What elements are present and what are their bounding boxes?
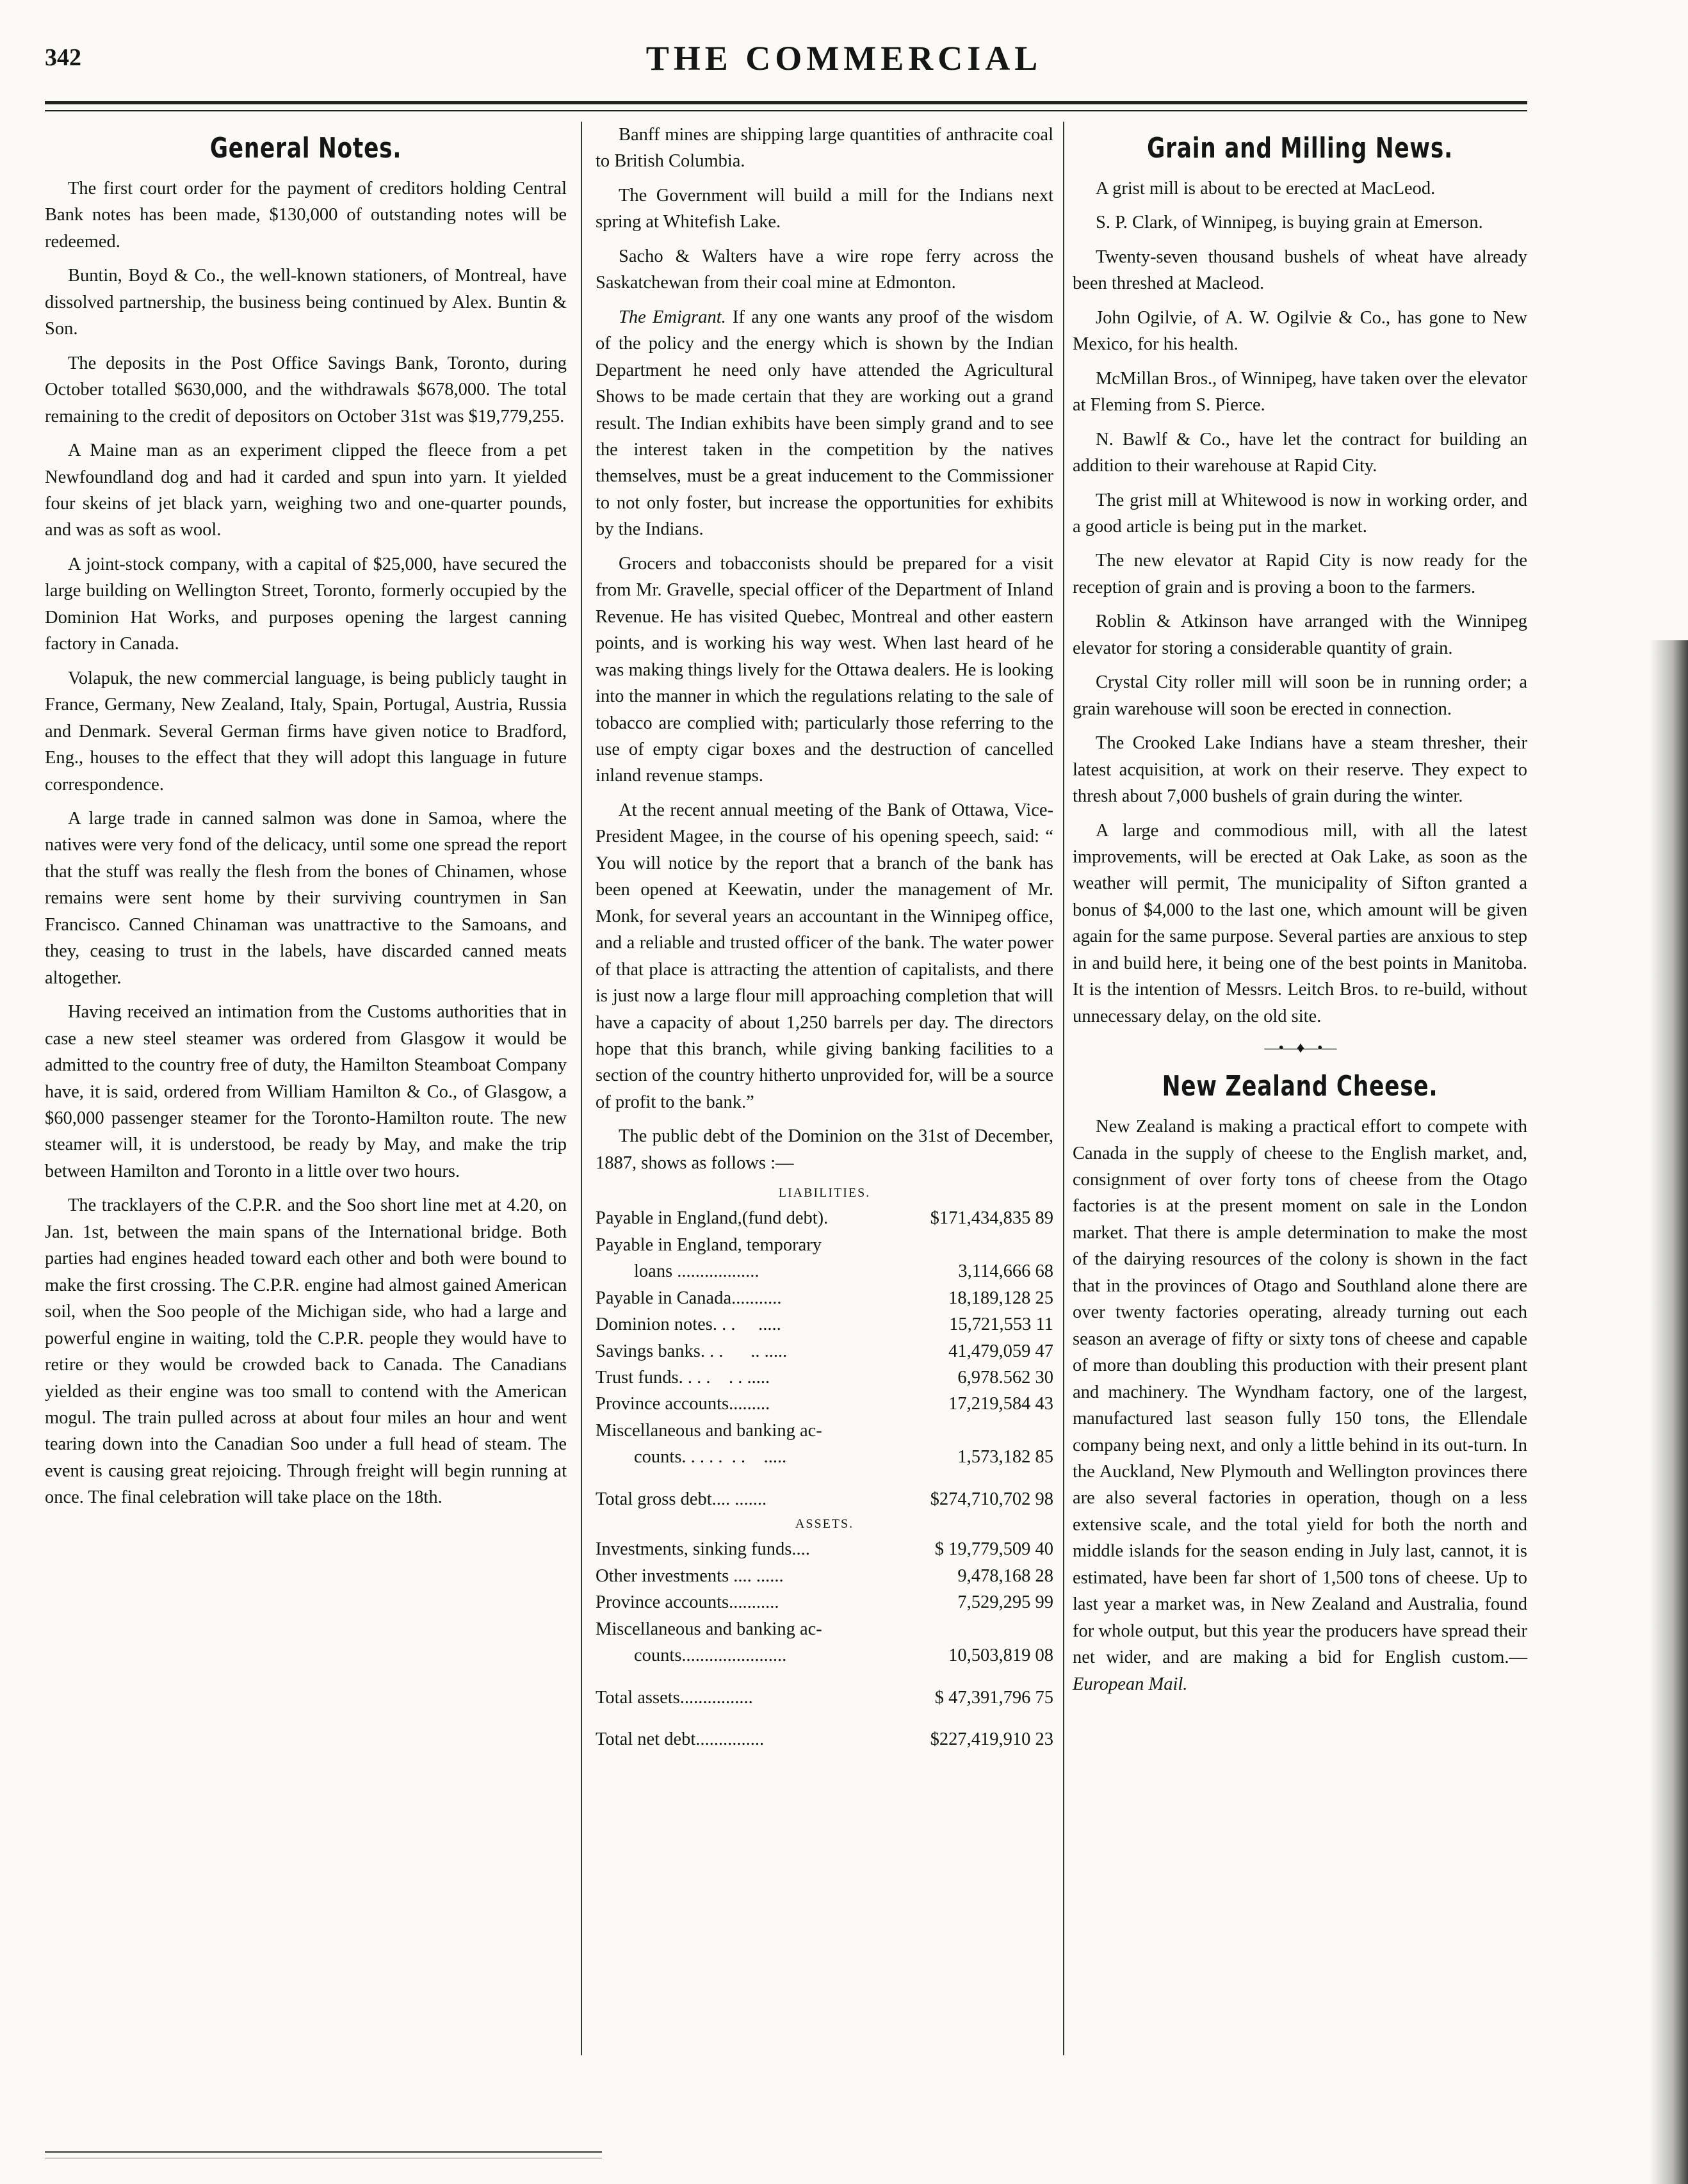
liabilities-rows bbox=[596, 1205, 1053, 1471]
debt-table-row bbox=[596, 1258, 1053, 1284]
news-item: Crystal City roller mill will soon be in running order; a grain warehouse will soon be erected in connection. bbox=[1073, 672, 1527, 719]
header-rule-thin bbox=[45, 110, 1527, 111]
news-item: S. P. Clark, of Winnipeg, is buying grain at Emerson. bbox=[1096, 213, 1483, 233]
section-separator: —•—♦—•— bbox=[1264, 1040, 1336, 1057]
row-label: Payable in England,(fund debt). bbox=[596, 1208, 829, 1229]
row-amount: 7,529,295 99 bbox=[957, 1592, 1053, 1613]
assets-rows bbox=[596, 1536, 1053, 1669]
news-item: A grist mill is about to be erected at MacLeod. bbox=[1096, 179, 1436, 199]
row-label: counts. . . . . . . ..... bbox=[634, 1447, 787, 1468]
debt-table-row bbox=[596, 1364, 1053, 1391]
row-amount: 9,478,168 28 bbox=[957, 1565, 1053, 1586]
row-amount: $ 47,391,796 75 bbox=[934, 1687, 1053, 1708]
row-amount: $ 19,779,509 40 bbox=[934, 1539, 1053, 1560]
section-heading-new-zealand-cheese: New Zealand Cheese. bbox=[1162, 1070, 1438, 1103]
article-paragraph: The deposits in the Post Office Savings Bank, Toronto, during October totalled $630,000, and the withdrawals $678,000. The total remaining to the credit of depositors on October 31st was $19,779,255. bbox=[45, 353, 567, 426]
article-paragraph: The Government will build a mill for the Indians next spring at Whitefish Lake. bbox=[596, 185, 1053, 232]
liabilities-heading: LIABILITIES. bbox=[778, 1186, 871, 1201]
row-amount: $274,710,702 98 bbox=[930, 1489, 1053, 1509]
row-label: Savings banks. . . .. ..... bbox=[596, 1341, 788, 1361]
news-item: McMillan Bros., of Winnipeg, have taken over the elevator at Fleming from S. Pierce. bbox=[1073, 368, 1527, 416]
row-label: Other investments .... ...... bbox=[596, 1565, 784, 1586]
debt-table-row bbox=[596, 1536, 1053, 1562]
debt-table-row bbox=[596, 1642, 1053, 1669]
article-paragraph: A large trade in canned salmon was done in Samoa, where the natives were very fond of the delicacy, until some one spread the report that the stuff was really the flesh from the bones of Chinamen, whose remains were sent home by their surviving countrymen in San Francisco. Canned Chinaman was unattractive to the Samoans, and they, ceasing to trust in the labels, have discarded canned meats altogether. bbox=[45, 808, 567, 988]
debt-table-row bbox=[596, 1563, 1053, 1589]
article-paragraph: Having received an intimation from the Customs authorities that in case a new steel steamer was ordered from Glasgow it would be admitted to the country free of duty, the Hamilton Steamboat Company have, it is said, ordered from William Hamilton & Co., of Glasgow, a $60,000 passenger steamer for the Toronto-Hamilton route. The new steamer will, it is understood, be ready by May, and make the trip between Hamilton and Toronto in a little over two hours. bbox=[45, 1002, 567, 1181]
row-label: Trust funds. . . . . . ..... bbox=[596, 1368, 770, 1388]
row-amount: 18,189,128 25 bbox=[948, 1288, 1053, 1308]
news-item: Twenty-seven thousand bushels of wheat have already been threshed at Macleod. bbox=[1073, 247, 1527, 294]
row-amount: $171,434,835 89 bbox=[930, 1208, 1053, 1229]
article-paragraph: Buntin, Boyd & Co., the well-known stationers, of Montreal, have dissolved partnership, the business being continued by Alex. Buntin & Son. bbox=[45, 266, 567, 339]
article-paragraph: At the recent annual meeting of the Bank of Ottawa, Vice-President Magee, in the course of his opening speech, said: “ You will notice by the report that a branch of the bank has been opened at Keewatin, under the management of Mr. Monk, for several years an accountant in the Winnipeg office, and a reliable and trusted officer of the bank. The water power of that place is attracting the attention of capitalists, and there is just now a large flour mill approaching completion that will have a capacity of about 1,250 barrels per day. The directors hope that this branch, while giving banking facilities to a section of the country hitherto unprovided for, will be a source of profit to the bank.” bbox=[596, 800, 1053, 1112]
article-paragraph: The first court order for the payment of creditors holding Central Bank notes has been made, $130,000 of outstanding notes will be redeemed. bbox=[45, 179, 567, 252]
news-item: The grist mill at Whitewood is now in working order, and a good article is being put in the market. bbox=[1073, 490, 1527, 537]
row-amount: 6,978.562 30 bbox=[957, 1368, 1053, 1388]
article-paragraph: The public debt of the Dominion on the 31st of December, 1887, shows as follows :— bbox=[596, 1126, 1053, 1173]
row-amount: 15,721,553 11 bbox=[949, 1314, 1053, 1335]
row-amount: $227,419,910 23 bbox=[930, 1729, 1053, 1750]
row-amount: 17,219,584 43 bbox=[948, 1394, 1053, 1414]
row-label: Total net debt............... bbox=[596, 1729, 765, 1750]
masthead: THE COMMERCIAL bbox=[645, 39, 1043, 77]
column-grain-milling bbox=[1073, 122, 1527, 1705]
row-label: Total gross debt.... ....... bbox=[596, 1489, 767, 1509]
article-text: If any one wants any proof of the wisdom of the policy and the energy which is shown by the Indian Department he need only have attended the Agricultural Shows to be made certain that they are working out a grand result. The Indian exhibits have been simply grand and to see the interest taken in the competition by the natives themselves, must be a great inducement to the Commissioner to not only foster, but increase the opportunities for exhibits by the Indians. bbox=[596, 307, 1053, 540]
column-general-notes bbox=[45, 122, 567, 1519]
row-label: Province accounts........... bbox=[596, 1592, 779, 1613]
page-edge-shadow bbox=[1650, 640, 1688, 2184]
row-label: Payable in England, temporary bbox=[596, 1234, 822, 1255]
news-item: The Crooked Lake Indians have a steam thresher, their latest acquisition, at work on their reserve. They expect to thresh about 7,000 bushels of grain during the winter. bbox=[1073, 733, 1527, 807]
row-amount: 3,114,666 68 bbox=[958, 1261, 1053, 1282]
article-paragraph: Grocers and tobacconists should be prepared for a visit from Mr. Gravelle, special officer of the Department of Inland Revenue. He has visited Quebec, Montreal and other eastern points, and is working his way west. When last heard of he was making things lively for the Ottawa dealers. He is looking into the manner in which the regulations relating to the sale of tobacco are complied with; particularly those referring to the use of empty cigar boxes and the destruction of cancelled inland revenue stamps. bbox=[596, 553, 1053, 786]
article-paragraph: Banff mines are shipping large quantities of anthracite coal to British Columbia. bbox=[596, 125, 1053, 172]
debt-table-row bbox=[596, 1444, 1053, 1470]
debt-table-row bbox=[596, 1205, 1053, 1231]
column-middle bbox=[596, 122, 1053, 1753]
row-label: counts....................... bbox=[634, 1646, 787, 1666]
debt-table-row bbox=[596, 1589, 1053, 1615]
total-assets-row bbox=[596, 1685, 1053, 1711]
row-label: Province accounts......... bbox=[596, 1394, 770, 1414]
row-label: Dominion notes. . . ..... bbox=[596, 1314, 781, 1335]
source-citation: European Mail. bbox=[1073, 1674, 1188, 1694]
row-label: Miscellaneous and banking ac- bbox=[596, 1619, 822, 1639]
debt-table-row bbox=[596, 1285, 1053, 1311]
article-paragraph: The tracklayers of the C.P.R. and the Soo short line met at 4.20, on Jan. 1st, between the main spans of the International bridge. Both parties had engines headed toward each other and both were bound to make the first crossing. The C.P.R. engine had almost gained American soil, when the Soo people of the Michigan side, who had a large and powerful engine in waiting, told the C.P.R. people they would have to retire or they would be crowded back to Canada. The Canadians yielded as their engine was too small to contend with the American mogul. The train pulled across at about four miles an hour and went tearing down into the Canadian Soo under a full head of steam. The event is causing great rejoicing. Through freight will begin running at once. The final celebration will take place on the 18th. bbox=[45, 1195, 567, 1508]
row-label: Payable in Canada........... bbox=[596, 1288, 782, 1308]
news-item: The new elevator at Rapid City is now ready for the reception of grain and is proving a boon to the farmers. bbox=[1073, 551, 1527, 597]
assets-heading: ASSETS. bbox=[795, 1517, 854, 1532]
row-amount: 1,573,182 85 bbox=[957, 1447, 1053, 1468]
debt-table-row bbox=[596, 1232, 1053, 1258]
row-amount: 10,503,819 08 bbox=[948, 1646, 1053, 1666]
article-paragraph-nz-cheese bbox=[1073, 1113, 1527, 1697]
row-label: Investments, sinking funds.... bbox=[596, 1539, 810, 1560]
page-number: 342 bbox=[45, 44, 81, 71]
debt-table-row bbox=[596, 1311, 1053, 1338]
row-label: Miscellaneous and banking ac- bbox=[596, 1420, 822, 1441]
header-rule bbox=[45, 101, 1527, 104]
article-paragraph: A Maine man as an experiment clipped the fleece from a pet Newfoundland dog and had it carded and spun into yarn. It yielded four skeins of jet black yarn, weighing two and one-quarter pounds, and was as soft as wool. bbox=[45, 441, 567, 540]
news-item: John Ogilvie, of A. W. Ogilvie & Co., has gone to New Mexico, for his health. bbox=[1073, 307, 1527, 355]
debt-table-row bbox=[596, 1616, 1053, 1642]
row-label: loans .................. bbox=[634, 1261, 759, 1282]
article-paragraph-emigrant bbox=[596, 304, 1053, 543]
column-divider bbox=[581, 122, 582, 2055]
source-citation: The Emigrant. bbox=[619, 307, 726, 327]
public-debt-table bbox=[596, 1184, 1053, 1752]
news-item: A large and commodious mill, with all the latest improvements, will be erected at Oak Lake, as soon as the weather will permit, The municipality of Sifton granted a bonus of $4,000 to the last one, which amount will be given again for the same purpose. Several parties are anxious to step in and build here, it being one of the best points in Manitoba. It is the intention of Messrs. Leitch Bros. to re-build, without unnecessary delay, on the old site. bbox=[1073, 820, 1527, 1026]
debt-table-row bbox=[596, 1418, 1053, 1444]
column-divider bbox=[1063, 122, 1064, 2055]
total-gross-debt-row bbox=[596, 1486, 1053, 1512]
article-paragraph: A joint-stock company, with a capital of $25,000, have secured the large building on Wellington Street, Toronto, formerly occupied by the Dominion Hat Works, and purposes opening the largest canning factory in Canada. bbox=[45, 554, 567, 654]
debt-table-row bbox=[596, 1391, 1053, 1417]
section-heading-general-notes: General Notes. bbox=[209, 132, 402, 165]
article-text: New Zealand is making a practical effort to compete with Canada in the supply of cheese to the English market, and, consignment of over forty tons of cheese from the Otago factories is at the present moment on sale in the London market. That there is ample determination to make the most of the dairying resources of the colony is shown in the fact that in the provinces of Otago and Southland alone there are over twenty factories operating, already turning out each season an average of fifty or sixty tons of cheese and capable of more than doubling this production with their present plant and machinery. The Wyndham factory, one of the largest, manufactured last season fully 150 tons, the Ellendale company being next, and only a little behind in its out-turn. In the Auckland, New Plymouth and Wellington provinces there are also several factories in operation, though on a less extensive scale, and the total yield for both the north and middle islands for the season ending in July last, cannot, it is estimated, have been far short of 1,500 tons of cheese. Up to last year a market was, in New Zealand and Australia, found for whole output, but this year the producers have spread their net wider, and are making a bid for English custom.— bbox=[1073, 1117, 1527, 1668]
news-item: Roblin & Atkinson have arranged with the Winnipeg elevator for storing a considerable quantity of grain. bbox=[1073, 611, 1527, 658]
section-heading-grain-milling: Grain and Milling News. bbox=[1147, 132, 1453, 165]
row-amount: 41,479,059 47 bbox=[948, 1341, 1053, 1361]
footer-rule bbox=[45, 2151, 602, 2153]
news-item: N. Bawlf & Co., have let the contract for building an addition to their warehouse at Rapid City. bbox=[1073, 429, 1527, 476]
row-label: Total assets................ bbox=[596, 1687, 753, 1708]
total-net-debt-row bbox=[596, 1726, 1053, 1752]
article-paragraph: Volapuk, the new commercial language, is being publicly taught in France, Germany, New Zealand, Italy, Spain, Portugal, Austria, Russia and Denmark. Several German firms have given notice to Bradford, Eng., houses to the effect that they will adopt this language in future correspondence. bbox=[45, 668, 567, 795]
debt-table-row bbox=[596, 1338, 1053, 1364]
article-paragraph: Sacho & Walters have a wire rope ferry across the Saskatchewan from their coal mine at Edmonton. bbox=[596, 246, 1053, 293]
